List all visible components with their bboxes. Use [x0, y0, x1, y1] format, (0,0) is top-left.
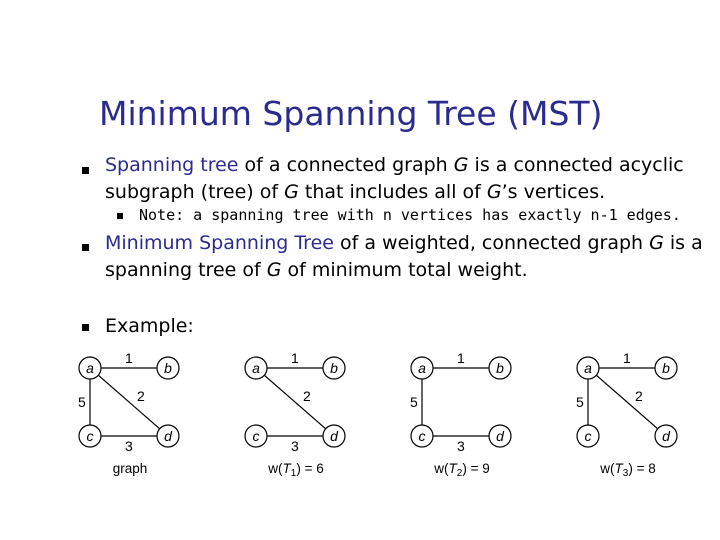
edge-weight-a-b: 1	[125, 350, 133, 366]
vertex-label-d: d	[330, 428, 338, 444]
graph-caption: $w(T_3) = 8$	[600, 461, 656, 479]
text-span: of minimum total weight.	[281, 259, 528, 281]
edge-weight-c-d: 3	[125, 438, 133, 454]
text-span: is a connected acyclic	[468, 154, 684, 176]
edge-a-d	[596, 375, 657, 429]
graph-4	[576, 350, 677, 479]
vertex-label-d: d	[662, 428, 670, 444]
vertex-label-c: c	[252, 428, 260, 444]
graph-1	[78, 350, 179, 476]
graph-symbol: G	[266, 259, 282, 281]
graph-2	[245, 350, 345, 479]
vertex-label-a: a	[418, 360, 426, 376]
vertex-label-a: a	[252, 360, 260, 376]
edge-a-d	[264, 375, 325, 429]
vertex-label-d: d	[164, 428, 172, 444]
text-span: subgraph (tree) of	[105, 181, 285, 203]
graph-symbol: G	[284, 181, 299, 203]
vertex-label-a: a	[584, 360, 592, 376]
text-span: of a connected graph	[238, 154, 454, 176]
graph-3	[410, 350, 511, 479]
text-span: that includes all of	[298, 181, 487, 203]
edge-weight-a-c: 5	[78, 394, 86, 410]
graph-symbol: G	[453, 154, 469, 176]
edge-weight-a-b: 1	[291, 350, 299, 366]
graph-caption: $w(T_2) = 9$	[434, 461, 490, 479]
edge-weight-a-d: 2	[137, 388, 145, 404]
note-text: Note: a spanning tree with n vertices has exactly n-1 edges.	[139, 206, 681, 224]
vertex-label-c: c	[584, 428, 592, 444]
edge-weight-a-c: 5	[410, 394, 418, 410]
vertex-label-b: b	[496, 360, 504, 376]
text-span: of a weighted, connected graph	[333, 232, 650, 254]
edge-weight-a-c: 5	[576, 394, 584, 410]
edge-a-d	[98, 375, 159, 429]
term-spanning-tree: Spanning tree	[105, 154, 239, 176]
example-label: Example:	[105, 315, 194, 337]
vertex-label-b: b	[330, 360, 338, 376]
edge-weight-a-b: 1	[623, 350, 631, 366]
vertex-label-b: b	[164, 360, 172, 376]
graph-symbol: G	[649, 232, 664, 254]
graph-symbol: G	[486, 181, 502, 203]
vertex-label-c: c	[86, 428, 94, 444]
graph-caption: $w(T_1) = 6$	[268, 461, 324, 479]
edge-weight-c-d: 3	[457, 438, 465, 454]
edge-weight-a-d: 2	[303, 388, 311, 404]
vertex-label-c: c	[418, 428, 426, 444]
text-span: is a	[663, 232, 703, 254]
text-span: ’s vertices.	[501, 181, 606, 203]
edge-weight-a-d: 2	[635, 388, 643, 404]
graph-caption: graph	[112, 461, 148, 476]
term-mst: Minimum Spanning Tree	[105, 232, 334, 254]
vertex-label-a: a	[86, 360, 94, 376]
text-span: spanning tree of	[105, 259, 267, 281]
edge-weight-a-b: 1	[457, 350, 465, 366]
slide-title: Minimum Spanning Tree (MST)	[99, 94, 603, 133]
vertex-label-b: b	[662, 360, 670, 376]
vertex-label-d: d	[496, 428, 504, 444]
edge-weight-c-d: 3	[291, 438, 299, 454]
